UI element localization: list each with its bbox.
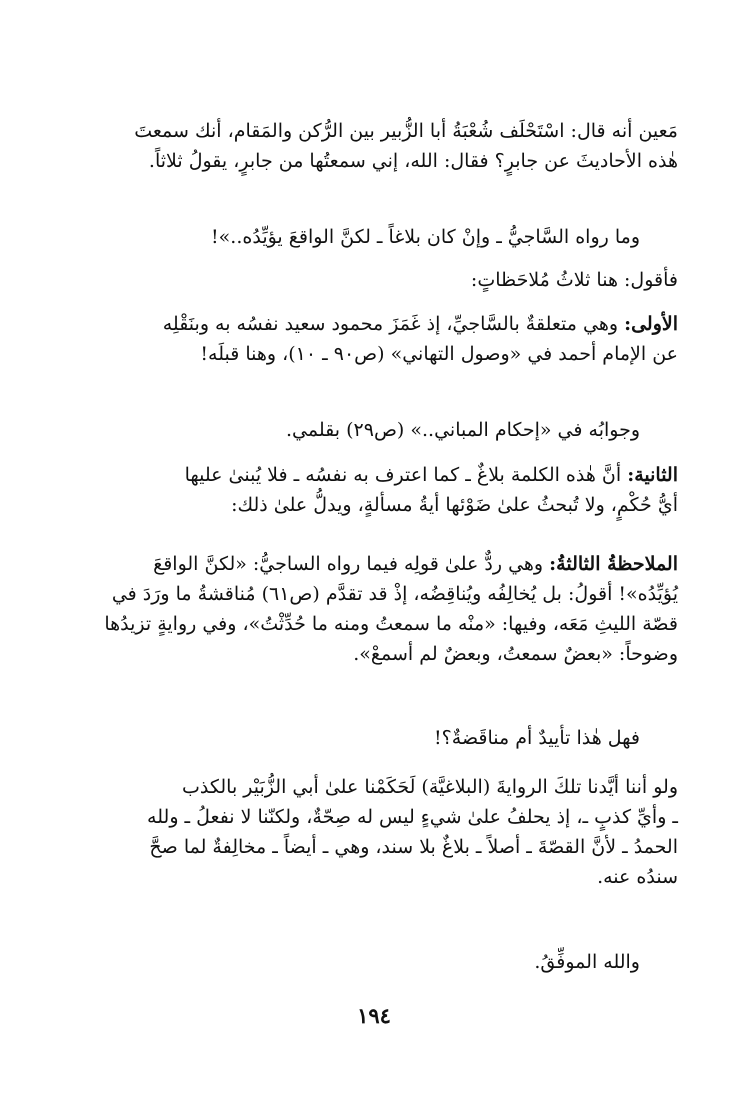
text-line: والله الموفِّقُ. (534, 951, 640, 973)
page-number: ١٩٤ (357, 1003, 391, 1028)
paragraph-1 (70, 116, 678, 176)
text-line: هٰذه الأحاديثَ عن جابرٍ؟ فقال: الله، إني سمعتُها من جابرٍ، يقولُ ثلاثاً. (148, 150, 678, 172)
text-line: فأقول: هنا ثلاثُ مُلاحَظاتٍ: (470, 269, 678, 291)
text-run: وهي متعلقةٌ بالسَّاجيِّ، إذ غَمَزَ محمود سعيد نفسُه به وبنَقْلِه (162, 313, 625, 335)
text-line (70, 309, 678, 339)
text-line: وضوحاً: «بعضٌ سمعتُ، وبعضٌ لم أسمعْ». (353, 643, 678, 665)
paragraph-label: الأولى: (624, 313, 678, 335)
text-line: سندُه عنه. (597, 866, 678, 888)
text-line: ولو أننا أيَّدنا تلكَ الروايةَ (البلاغيَّة) لَحَكَمْنا علىٰ أبي الزُّبَيْر بالكذب (182, 776, 678, 798)
paragraph-9 (70, 772, 678, 892)
text-line: قصّة الليثِ مَعَه، وفيها: «منْه ما سمعتُ ومنه ما حُدِّثْتُ»، وفي روايةٍ تزيدُها (104, 613, 678, 635)
paragraph-10 (70, 947, 678, 977)
paragraph-8 (70, 723, 678, 753)
text-line: وجوابُه في «إحكام المباني..» (ص٢٩) بقلمي. (286, 419, 640, 441)
paragraph-3 (70, 265, 678, 295)
text-run: وهي ردٌّ علىٰ قولِه فيما رواه الساجيُّ: «لكنَّ الواقعَ (153, 553, 550, 575)
paragraph-label: الملاحظةُ الثالثةُ: (549, 553, 678, 575)
paragraph-5 (70, 415, 678, 445)
text-run: أنَّ هٰذه الكلمة بلاغٌ ـ كما اعترف به نفسُه ـ فلا يُبنىٰ عليها (184, 464, 628, 486)
paragraph-7 (70, 549, 678, 669)
text-line: فهل هٰذا تأييدٌ أم مناقَضةٌ؟! (434, 727, 640, 749)
paragraph-4 (70, 309, 678, 369)
text-line: ـ وأيِّ كذبٍ ـ، إذ يحلفُ علىٰ شيءٍ ليس له صِحّةٌ، ولكنّنا لا نفعلُ ـ ولله (147, 806, 678, 828)
text-line: عن الإمام أحمد في «وصول التهاني» (ص٩٠ ـ ١٠)، وهنا قبلَه! (200, 343, 678, 365)
text-line (70, 549, 678, 579)
text-line: يُؤيِّدُه»! أقولُ: بل يُخالِفُه ويُناقِضُه، إذْ قد تقدَّم (ص٦١) مُناقشةُ ما ورَدَ في (111, 583, 678, 605)
paragraph-label: الثانية: (627, 464, 678, 486)
text-line: مَعين أنه قال: اسْتَحْلَف شُعْبَةُ أبا الزُّبير بين الرُّكن والمَقام، أنك سمعتَ (134, 120, 678, 142)
text-line: أيُّ حُكْمٍ، ولا تُبحثُ علىٰ ضَوْئها أيةُ مسألةٍ، ويدلُّ علىٰ ذلك: (231, 494, 678, 516)
paragraph-2 (70, 222, 678, 252)
paragraph-6 (70, 460, 678, 520)
text-line: وما رواه السَّاجيُّ ـ وإنْ كان بلاغاً ـ لكنَّ الواقعَ يؤيِّدُه..»! (211, 226, 640, 248)
text-line: الحمدُ ـ لأنَّ القصّةَ ـ أصلاً ـ بلاغٌ بلا سند، وهي ـ أيضاً ـ مخالِفةٌ لما صحَّ (149, 836, 678, 858)
text-line (70, 460, 678, 490)
